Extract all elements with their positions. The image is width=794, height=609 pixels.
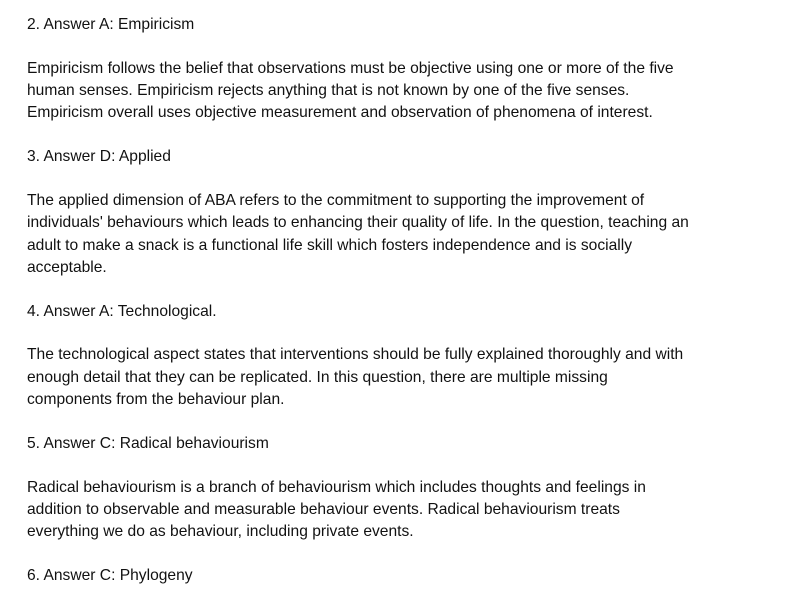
text-line: components from the behaviour plan. <box>27 391 285 409</box>
answer-explanation-3 <box>27 190 767 279</box>
text-line: Empiricism follows the belief that observations must be objective using one or more of the five <box>27 59 674 77</box>
text-line: enough detail that they can be replicated. In this question, there are multiple missing <box>27 368 608 386</box>
answer-explanation-5 <box>27 477 767 544</box>
answer-explanation-4 <box>27 344 767 411</box>
text-line: acceptable. <box>27 258 107 276</box>
text-line: The technological aspect states that interventions should be fully explained thoroughly and with <box>27 346 684 364</box>
text-line: adult to make a snack is a functional life skill which fosters independence and is socially <box>27 236 633 254</box>
answer-document <box>27 14 767 609</box>
text-line: Empiricism overall uses objective measurement and observation of phenomena of interest. <box>27 104 653 122</box>
answer-heading-4: 4. Answer A: Technological. <box>27 302 217 320</box>
text-line: addition to observable and measurable behaviour events. Radical behaviourism treats <box>27 500 620 518</box>
text-line: individuals' behaviours which leads to enhancing their quality of life. In the question, teaching an <box>27 214 689 232</box>
text-line: The applied dimension of ABA refers to the commitment to supporting the improvement of <box>27 191 645 209</box>
text-line: Radical behaviourism is a branch of behaviourism which includes thoughts and feelings in <box>27 478 646 496</box>
answer-heading-2: 2. Answer A: Empiricism <box>27 16 195 33</box>
answer-heading-5: 5. Answer C: Radical behaviourism <box>27 434 269 452</box>
answer-heading-6: 6. Answer C: Phylogeny <box>27 567 193 585</box>
answer-heading-3: 3. Answer D: Applied <box>27 148 171 166</box>
text-line: everything we do as behaviour, including private events. <box>27 523 414 541</box>
answer-explanation-2 <box>27 58 767 125</box>
text-line: human senses. Empiricism rejects anything that is not known by one of the five senses. <box>27 82 630 100</box>
